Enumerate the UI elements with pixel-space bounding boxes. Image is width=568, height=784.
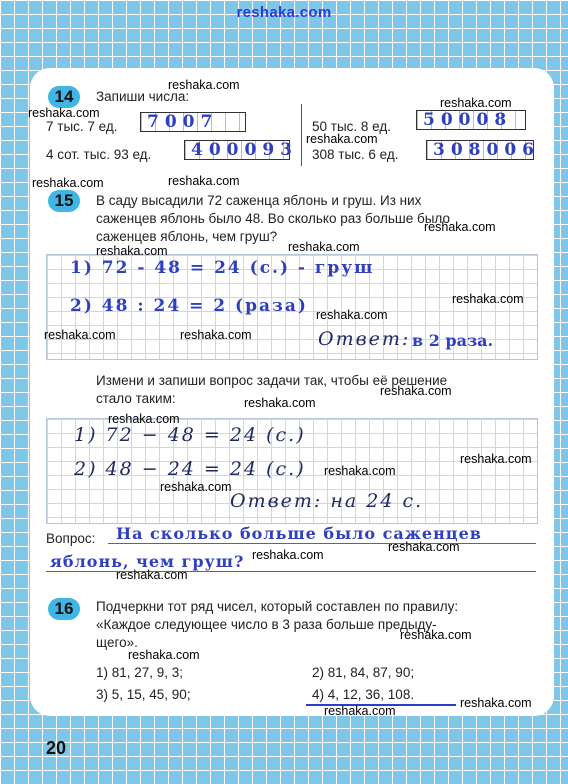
watermark: reshaka.com [108,412,180,426]
watermark: reshaka.com [400,628,472,642]
watermark: reshaka.com [44,328,116,342]
watermark: reshaka.com [96,244,168,258]
watermark: reshaka.com [28,106,100,120]
question-answer-line-1: На сколько больше было саженцев [116,524,482,543]
watermark: reshaka.com [380,384,452,398]
watermark: reshaka.com [460,696,532,710]
task-15-badge: 15 [48,190,80,212]
option-2: 2) 81, 84, 87, 90; [312,665,415,680]
page-number: 20 [46,738,67,758]
task-14-answer-1: 7007 [140,112,246,132]
watermark: reshaka.com [424,220,496,234]
watermark: reshaka.com [316,308,388,322]
question-underline-1 [108,543,536,544]
task-14-label-2: 4 сот. тыс. 93 ед. [46,147,152,162]
question-label: Вопрос: [46,531,96,546]
given-step-2: 2) 48 − 24 = 24 (с.) [74,458,306,480]
watermark: reshaka.com [440,96,512,110]
watermark: reshaka.com [252,548,324,562]
task-15-text-2: саженцев яблонь было 48. Во сколько раз больше было [96,211,450,226]
given-answer: Ответ: на 24 с. [230,490,424,512]
watermark: reshaka.com [160,480,232,494]
watermark: reshaka.com [288,240,360,254]
solution-step-2: 2) 48 : 24 = 2 (раза) [70,296,308,316]
question-answer-line-2: яблонь, чем груш? [50,552,245,571]
change-instruction-1: Измени и запиши вопрос задачи так, чтобы её решение [96,373,448,388]
option-4: 4) 4, 12, 36, 108. [312,687,415,702]
watermark: reshaka.com [128,648,200,662]
site-header[interactable]: reshaka.com [236,4,332,21]
task-16-text-3: щего». [96,635,138,650]
task-14-label-1: 7 тыс. 7 ед. [46,119,118,134]
option-1: 1) 81, 27, 9, 3; [96,665,184,680]
change-instruction-2: стало таким: [96,391,176,406]
task-14-label-4: 308 тыс. 6 ед. [312,147,399,162]
watermark: reshaka.com [168,174,240,188]
task-16-text-1: Подчеркни тот ряд чисел, который составлен по правилу: [96,599,459,614]
option-3: 3) 5, 15, 45, 90; [96,687,191,702]
task-15-text-1: В саду высадили 72 саженца яблонь и груш. Из них [96,193,422,208]
watermark: reshaka.com [460,452,532,466]
answer-label-script: Ответ: [318,328,411,350]
task-14-divider [301,104,302,166]
watermark: reshaka.com [244,396,316,410]
watermark: reshaka.com [180,328,252,342]
task-14-badge: 14 [48,86,80,108]
task-14-answer-2: 400093 [184,140,290,160]
watermark: reshaka.com [324,464,396,478]
task-14-label-3: 50 тыс. 8 ед. [312,119,392,134]
watermark: reshaka.com [452,292,524,306]
task-14-answer-3: 50008 [416,110,526,130]
answer-value: в 2 раза. [412,331,494,350]
task-16-text-2: «Каждое следующее число в 3 раза больше предыду- [96,617,437,632]
task-15-text-3: саженцев яблонь, чем груш? [96,229,278,244]
watermark: reshaka.com [168,78,240,92]
watermark: reshaka.com [324,704,396,718]
task-14-answer-4: 308006 [426,140,534,160]
solution-step-1: 1) 72 - 48 = 24 (с.) - груш [70,258,375,278]
watermark: reshaka.com [116,568,188,582]
task-14-instruction: Запиши числа: [96,89,190,104]
watermark: reshaka.com [306,132,378,146]
task-16-badge: 16 [48,598,80,620]
watermark: reshaka.com [388,540,460,554]
watermark: reshaka.com [32,176,104,190]
given-step-1: 1) 72 − 48 = 24 (с.) [74,424,306,446]
